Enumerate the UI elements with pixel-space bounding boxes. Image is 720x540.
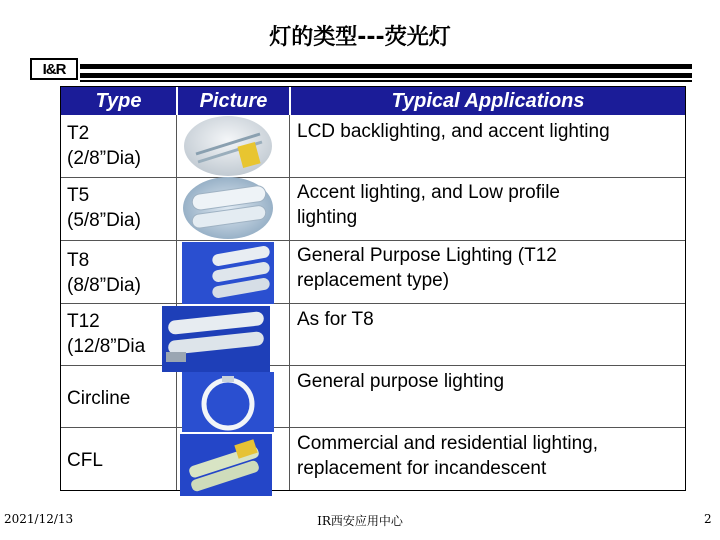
application-text: LCD backlighting, and accent lighting (297, 121, 610, 142)
t2-lamp-image (182, 114, 274, 176)
table-row-type (67, 309, 145, 359)
row-divider (61, 177, 685, 178)
row-divider (61, 365, 685, 366)
type-label: T12 (67, 311, 100, 332)
table-row-type (67, 121, 141, 171)
application-text: replacement type) (297, 270, 450, 291)
t12-lamp-image (162, 306, 270, 372)
type-diameter: (12/8”Dia (67, 336, 146, 357)
table-row-type (67, 248, 141, 298)
footer-center-label: IR西安应用中心 (317, 514, 403, 528)
table-row-application (297, 243, 557, 293)
table-row-application (297, 307, 374, 332)
type-diameter: (8/8”Dia) (67, 275, 141, 296)
application-text: General Purpose Lighting (T12 (297, 245, 557, 266)
application-text: Commercial and residential lighting, (297, 433, 598, 454)
application-text: replacement for incandescent (297, 458, 547, 479)
table-row-type (67, 183, 141, 233)
type-label: T2 (67, 123, 90, 144)
company-logo: I&R (30, 58, 78, 80)
type-diameter: (5/8”Dia) (67, 210, 141, 231)
row-divider (61, 303, 685, 304)
row-divider (61, 240, 685, 241)
circline-lamp-image (182, 372, 274, 432)
type-label: T5 (67, 185, 90, 206)
type-diameter: (2/8”Dia) (67, 148, 141, 169)
header-rule (80, 64, 692, 69)
header-rule (80, 73, 692, 78)
table-row-type (67, 386, 130, 411)
type-label: Circline (67, 388, 131, 409)
table-row-application (297, 119, 610, 144)
row-divider (61, 427, 685, 428)
application-text: As for T8 (297, 309, 374, 330)
slide-title: 灯的类型---荧光灯 (269, 25, 451, 50)
page-number: 2 (704, 512, 712, 526)
column-header-applications: Typical Applications (391, 90, 585, 112)
table-header (61, 87, 685, 115)
application-text: General purpose lighting (297, 371, 505, 392)
table-row-type (67, 448, 103, 473)
table-row-application (297, 431, 598, 481)
table-row-application (297, 369, 504, 394)
type-label: CFL (67, 450, 103, 471)
header-rule (80, 80, 692, 82)
application-text: Accent lighting, and Low profile (297, 182, 560, 203)
lamp-types-table (60, 86, 686, 491)
t8-lamp-image (182, 242, 274, 304)
column-header-type: Type (95, 90, 142, 112)
application-text: lighting (297, 207, 358, 228)
table-row-application (297, 180, 560, 230)
cfl-lamp-image (180, 434, 272, 496)
t5-lamp-image (182, 176, 274, 240)
column-header-picture: Picture (199, 90, 268, 112)
type-label: T8 (67, 250, 90, 271)
footer-date: 2021/12/13 (4, 512, 74, 526)
